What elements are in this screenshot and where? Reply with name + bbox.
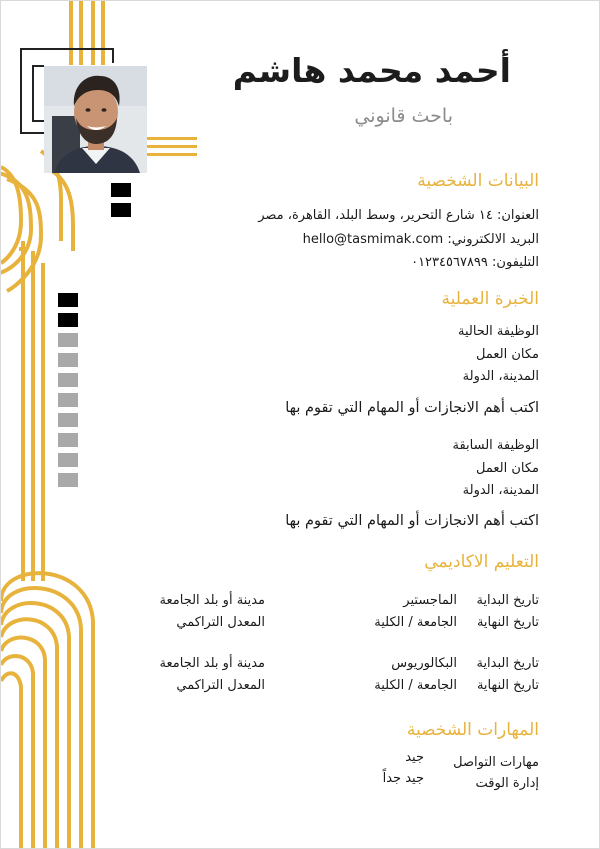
job-location: المدينة، الدولة [462,369,539,384]
skill-level: جيد جداً [382,771,424,786]
job-location: المدينة، الدولة [462,483,539,498]
edu-degree: البكالوريوس [391,656,457,671]
job-workplace: مكان العمل [476,461,539,476]
job-tasks: اكتب أهم الانجازات أو المهام التي تقوم بها [285,513,539,529]
edu-end-label: تاريخ النهاية [476,678,539,693]
edu-city: مدينة أو بلد الجامعة [159,656,265,671]
address-line [258,208,539,223]
edu-degree: الماجستير [403,593,457,608]
job-position: الوظيفة الحالية [457,324,539,339]
phone-value: ٠١٢٣٤٥٦٧٨٩٩ [411,255,488,270]
job-position: الوظيفة السابقة [452,438,539,453]
edu-gpa: المعدل التراكمي [176,615,265,630]
job-title: باحث قانوني [354,105,453,127]
edu-institution: الجامعة / الكلية [374,615,457,630]
section-title-personal: البيانات الشخصية [417,171,539,191]
email-value[interactable]: hello@tasmimak.com [302,232,444,247]
edu-start-label: تاريخ البداية [476,593,539,608]
section-title-experience: الخبرة العملية [441,289,539,309]
section-title-education: التعليم الاكاديمي [424,552,539,572]
skill-name: مهارات التواصل [453,755,539,770]
full-name: أحمد محمد هاشم [232,51,511,90]
phone-line [411,255,539,270]
email-line [303,232,539,247]
address-label: العنوان: [496,208,539,223]
edu-city: مدينة أو بلد الجامعة [159,593,265,608]
email-label: البريد الالكتروني: [447,232,539,247]
section-title-skills: المهارات الشخصية [406,720,539,740]
skill-level: جيد [405,750,424,765]
edu-end-label: تاريخ النهاية [476,615,539,630]
edu-gpa: المعدل التراكمي [176,678,265,693]
edu-institution: الجامعة / الكلية [374,678,457,693]
skill-name: إدارة الوقت [475,776,539,791]
job-workplace: مكان العمل [476,347,539,362]
job-tasks: اكتب أهم الانجازات أو المهام التي تقوم بها [285,400,539,416]
edu-start-label: تاريخ البداية [476,656,539,671]
profile-photo [44,66,147,173]
address-value: ١٤ شارع التحرير، وسط البلد، القاهرة، مصر [258,208,493,223]
phone-label: التليفون: [492,255,539,270]
